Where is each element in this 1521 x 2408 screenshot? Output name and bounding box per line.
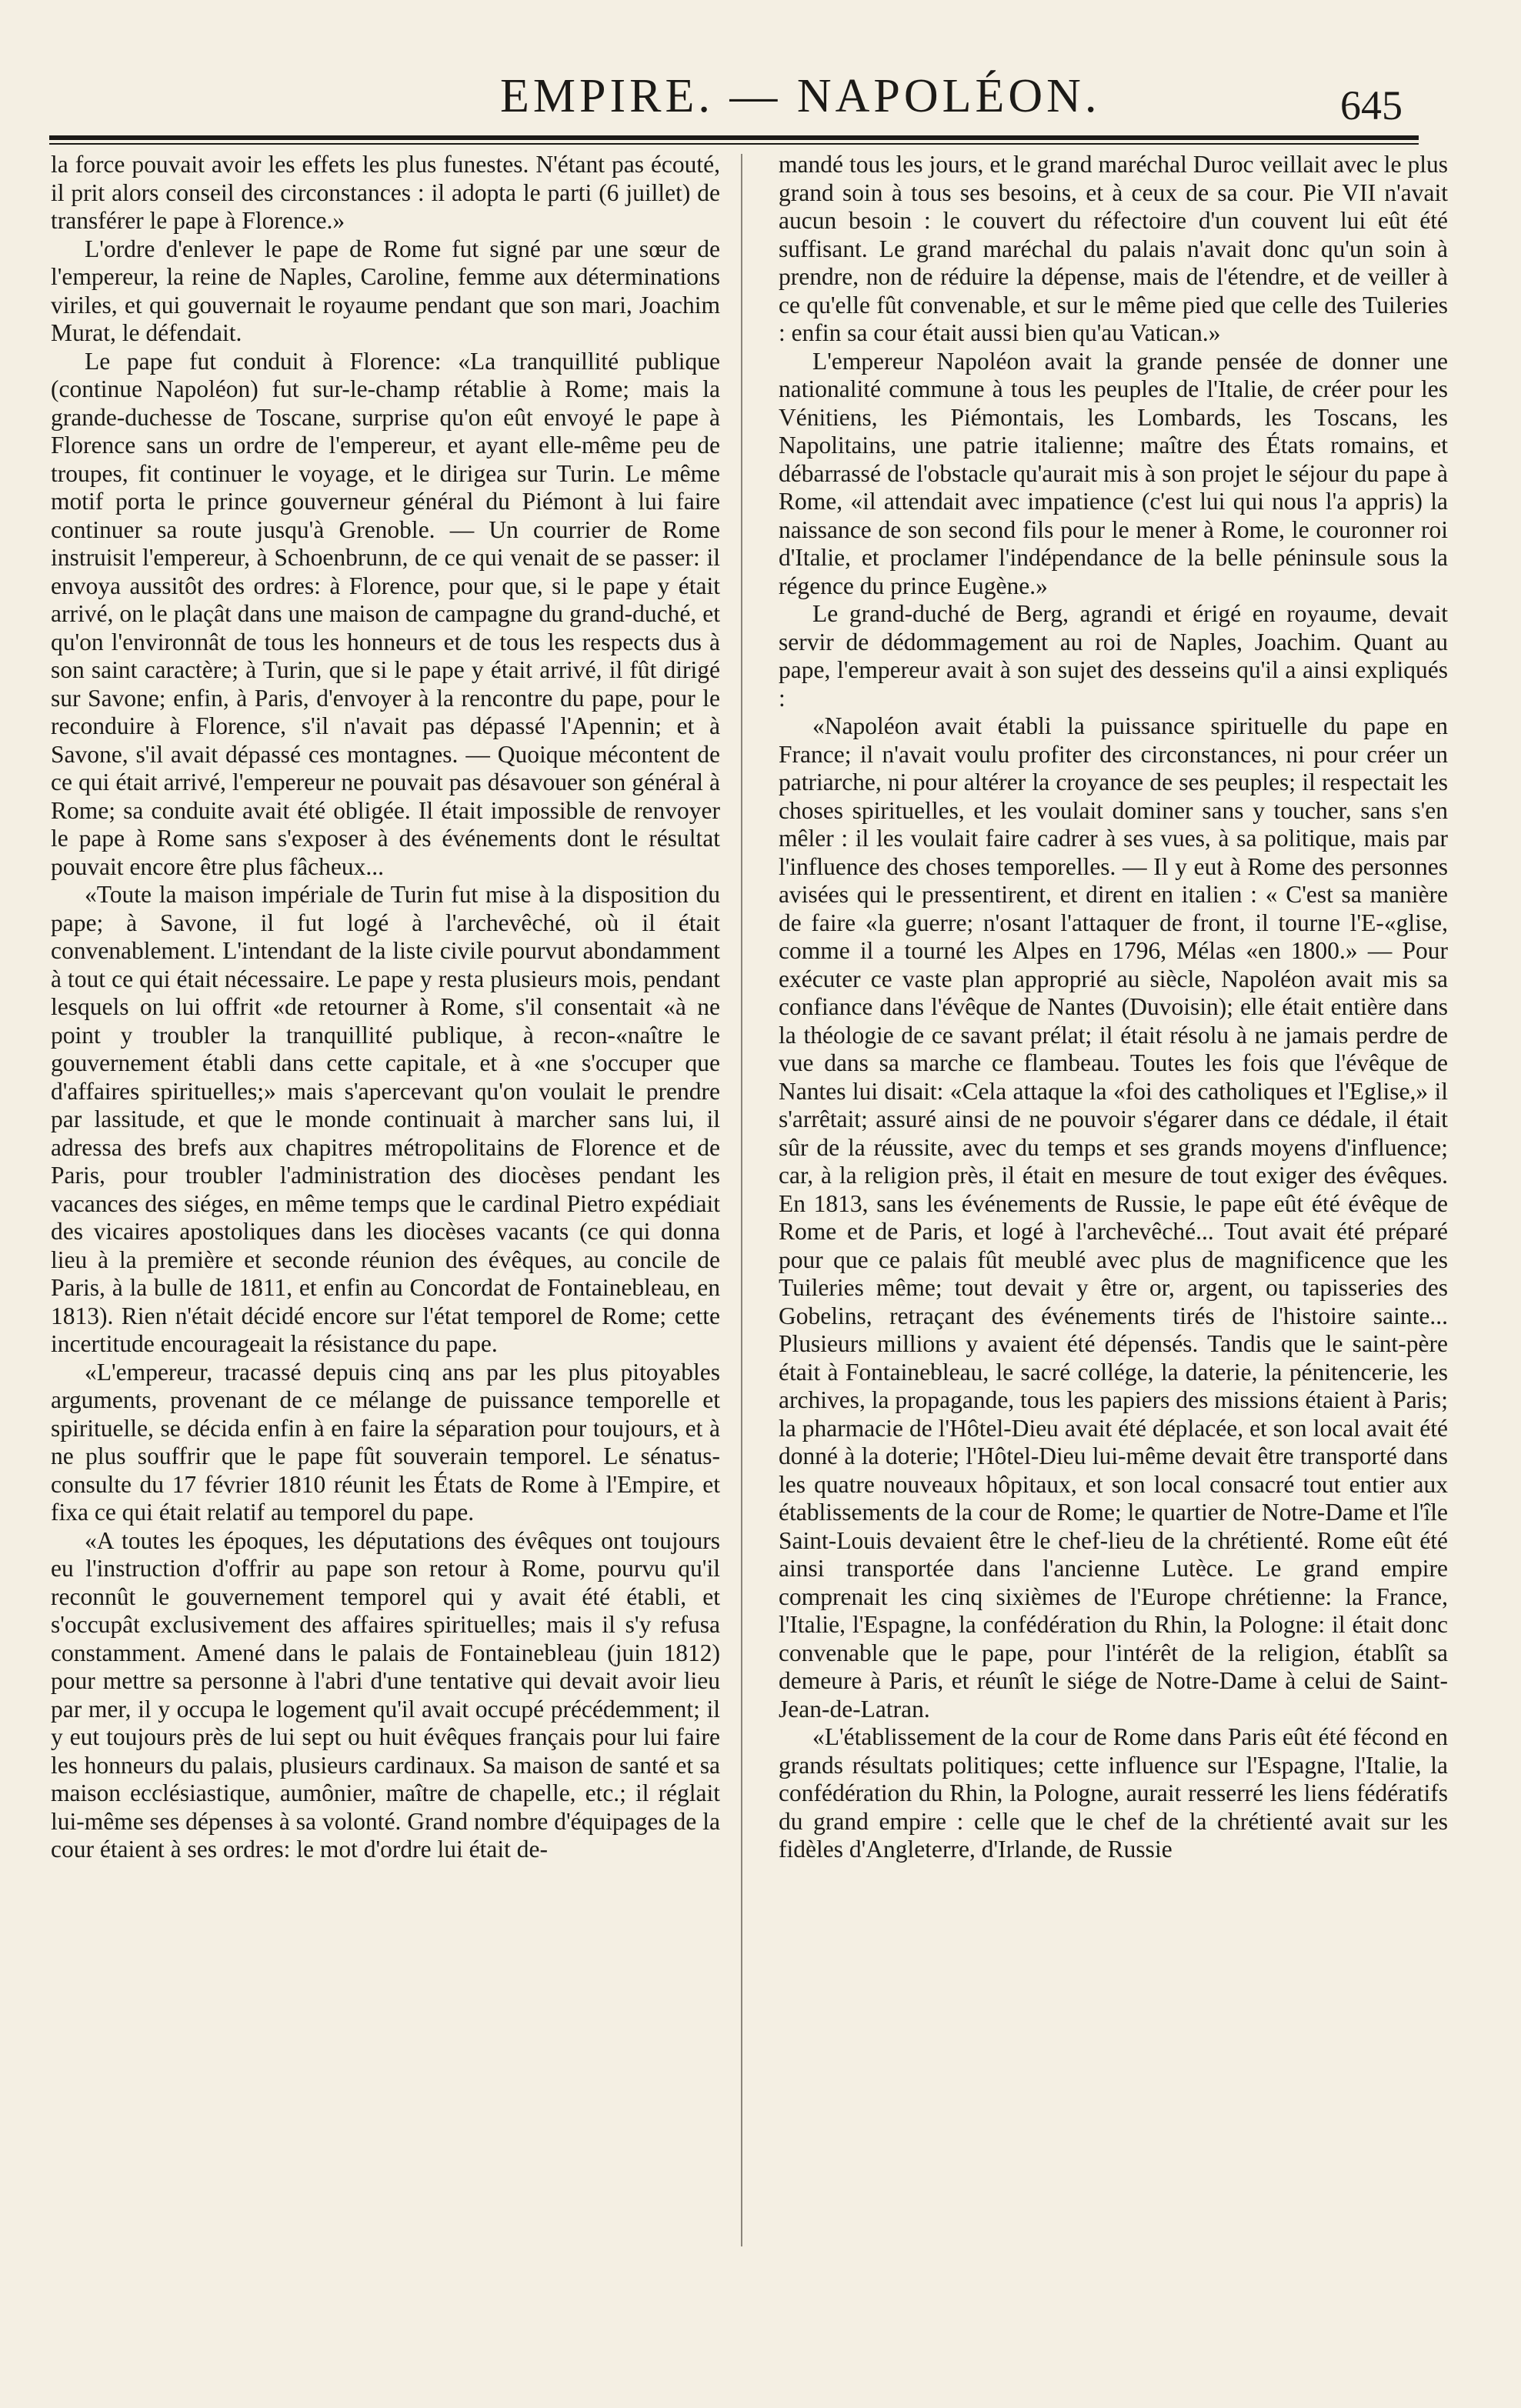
left-column — [51, 151, 720, 2366]
paragraph: «Toute la maison impériale de Turin fut mise à la disposition du pape; à Savone, il fut logé à l'archevêché, où il était convenablement. L'intendant de la liste civile pourvut abondamment à tout ce qui était nécessaire. Le pape y resta plusieurs mois, pendant lesquels on lui offrit «de retourner à Rome, s'il consentait «à ne point y troubler la tranquillité publique, à recon-«naître le gouvernement établi dans cette capitale, et à «ne s'occuper que d'affaires spirituelles;» mais s'apercevant qu'on voulait le prendre par lassitude, et que le monde continuait à marcher sans lui, il adressa des brefs aux chapitres métropolitains de Florence et de Paris, pour troubler l'administration des diocèses pendant les vacances des siéges, en même temps que le cardinal Pietro expédiait des vicaires apostoliques dans les diocèses vacants (ce qui donna lieu à la première et seconde réunion des évêques, au concile de Paris, à la bulle de 1811, et enfin au Concordat de Fontainebleau, en 1813). Rien n'était décidé encore sur l'état temporel de Rome; cette incertitude encourageait la résistance du pape. — [51, 881, 720, 1357]
right-column — [779, 151, 1448, 2366]
column-divider — [741, 154, 742, 2246]
paragraph: Le grand-duché de Berg, agrandi et érigé en royaume, devait servir de dédommagement au roi de Naples, Joachim. Quant au pape, l'empereur avait à son sujet des desseins qu'il a ainsi expliqués : — [779, 600, 1448, 712]
page-number: 645 — [1340, 82, 1403, 128]
paragraph: L'ordre d'enlever le pape de Rome fut signé par une sœur de l'empereur, la reine de Naples, Caroline, femme aux déterminations viriles, et qui gouvernait le royaume pendant que son mari, Joachim Murat, le défendait. — [51, 235, 720, 346]
paragraph: «Napoléon avait établi la puissance spirituelle du pape en France; il n'avait voulu profiter des circonstances, ni pour créer un patriarche, ni pour altérer la croyance de ses peuples; il respectait les choses spirituelles, et les voulait dominer sans y toucher, sans s'en mêler : il les voulait faire cadrer à ses vues, à sa politique, mais par l'influence des choses temporelles. — Il y eut à Rome des personnes avisées qui le pressentirent, et dirent en italien : « C'est sa manière de faire «la guerre; n'osant l'attaquer de front, il tourne l'E-«glise, comme il a tourné les Alpes en 1796, Mélas «en 1800.» — Pour exécuter ce vaste plan approprié au siècle, Napoléon avait mis sa confiance dans l'évêque de Nantes (Duvoisin); elle était entière dans la théologie de ce savant prélat; il était résolu à ne jamais perdre de vue dans sa marche ce flambeau. Toutes les fois que l'évêque de Nantes lui disait: «Cela attaque la «foi des catholiques et l'Eglise,» il s'arrêtait; assuré ainsi de ne pouvoir s'égarer dans ce dédale, il était sûr de la réussite, avec du temps et ses grands moyens d'influence; car, à la religion près, il était en mesure de tout exiger des évêques. En 1813, sans les événements de Russie, le pape eût été évêque de Rome et de Paris, et logé à l'archevêché... Tout avait été préparé pour que ce palais fût meublé avec plus de magnificence que les Tuileries même; tout devait y être or, argent, ou tapisseries des Gobelins, retraçant des événements tirés de l'histoire sainte... Plusieurs millions y avaient été dépensés. Tandis que le saint-père était à Fontainebleau, le sacré collége, la daterie, la pénitencerie, les archives, la propagande, tous les papiers des missions étaient à Paris; la pharmacie de l'Hôtel-Dieu avait été déplacée, et son local avait été donné à la doterie; l'Hôtel-Dieu lui-même devait être transporté dans les quatre nouveaux hôpitaux, et son local consacré tout entier aux établissements de la cour de Rome; le quartier de Notre-Dame et l'île Saint-Louis devaient être le chef-lieu de la chrétienté. Rome eût été ainsi transportée dans l'ancienne Lutèce. Le grand empire comprenait les cinq sixièmes de l'Europe chrétienne: la France, l'Italie, l'Espagne, la confédération du Rhin, la Pologne: il était donc convenable que le pape, pour l'intérêt de la religion, établît sa demeure à Paris, et réunît le siége de Notre-Dame à celui de Saint-Jean-de-Latran. — [779, 712, 1448, 1723]
page-header — [0, 54, 1521, 138]
paragraph: «L'établissement de la cour de Rome dans Paris eût été fécond en grands résultats politiques; cette influence sur l'Espagne, l'Italie, la confédération du Rhin, la Pologne, aurait resserré les liens fédératifs du grand empire : celle que le chef de la chrétienté avait sur les fidèles d'Angleterre, d'Irlande, de Russie — [779, 1723, 1448, 1863]
header-rule-thick — [49, 135, 1419, 140]
paragraph: «A toutes les époques, les députations des évêques ont toujours eu l'instruction d'offrir au pape son retour à Rome, pourvu qu'il reconnût le gouvernement temporel qui y avait été établi, et s'occupât exclusivement des affaires spirituelles; mais il s'y refusa constamment. Amené dans le palais de Fontainebleau (juin 1812) pour mettre sa personne à l'abri d'une tentative qui devait avoir lieu par mer, il y occupa le logement qu'il avait occupé précédemment; il y eut toujours près de lui sept ou huit évêques français pour lui faire les honneurs du palais, plusieurs cardinaux. Sa maison de santé et sa maison ecclésiastique, aumônier, maître de chapelle, etc.; il réglait lui-même ses dépenses à sa volonté. Grand nombre d'équipages de la cour étaient à ses ordres: le mot d'ordre lui était de- — [51, 1526, 720, 1863]
paragraph: L'empereur Napoléon avait la grande pensée de donner une nationalité commune à tous les peuples de l'Italie, de créer pour les Vénitiens, les Piémontais, les Lombards, les Toscans, les Napolitains, une patrie italienne; maître des États romains, et débarrassé de l'obstacle qu'aurait mis à son projet le séjour du pape à Rome, «il attendait avec impatience (c'est lui qui nous l'a appris) la naissance de son second fils pour le mener à Rome, le couronner roi d'Italie, et proclamer l'indépendance de la belle péninsule sous la régence du prince Eugène.» — [779, 347, 1448, 599]
paragraph: Le pape fut conduit à Florence: «La tranquillité publique (continue Napoléon) fut sur-le-champ rétablie à Rome; mais la grande-duchesse de Toscane, surprise qu'on eût envoyé le pape à Florence sans un ordre de l'empereur, et ayant elle-même peu de troupes, fit continuer le voyage, et le dirigea sur Turin. Le même motif porta le prince gouverneur général du Piémont à lui faire continuer sa route jusqu'à Grenoble. — Un courrier de Rome instruisit l'empereur, à Schoenbrunn, de ce qui venait de se passer: il envoya aussitôt des ordres: à Florence, pour que, si le pape y était arrivé, on le plaçât dans une maison de campagne du grand-duché, et qu'on l'environnât de tous les honneurs et de tous les respects dus à son saint caractère; à Turin, que si le pape y était arrivé, il fût dirigé sur Savone; enfin, à Paris, d'envoyer à la rencontre du pape, pour le reconduire à Florence, s'il n'avait pas dépassé l'Apennin; et à Savone, s'il avait dépassé ces montagnes. — Quoique mécontent de ce qui était arrivé, l'empereur ne pouvait pas désavouer son général à Rome; sa conduite avait été obligée. Il était impossible de renvoyer le pape à Rome sans s'exposer à des événements dont le résultat pouvait encore être plus fâcheux... — [51, 347, 720, 880]
header-rule-thin — [49, 143, 1419, 145]
paragraph: mandé tous les jours, et le grand maréchal Duroc veillait avec le plus grand soin à tous ses besoins, et à ceux de sa cour. Pie VII n'avait aucun besoin : le couvert du réfectoire d'un couvent lui eût été suffisant. Le grand maréchal du palais n'avait donc qu'un soin à prendre, non de réduire la dépense, mais de l'étendre, et de veiller à ce qu'elle fût convenable, et sur le même pied que celle des Tuileries : enfin sa cour était aussi bien qu'au Vatican.» — [779, 151, 1448, 346]
paragraph: «L'empereur, tracassé depuis cinq ans par les plus pitoyables arguments, provenant de ce mélange de puissance temporelle et spirituelle, se décida enfin à en faire la séparation pour toujours, et à ne plus souffrir que le pape fût souverain temporel. Le sénatus-consulte du 17 février 1810 réunit les États de Rome à l'Empire, et fixa ce qui était relatif au temporel du pape. — [51, 1358, 720, 1526]
running-title: EMPIRE. — NAPOLÉON. — [500, 70, 1101, 122]
paragraph: la force pouvait avoir les effets les plus funestes. N'étant pas écouté, il prit alors conseil des circonstances : il adopta le parti (6 juillet) de transférer le pape à Florence.» — [51, 151, 720, 234]
